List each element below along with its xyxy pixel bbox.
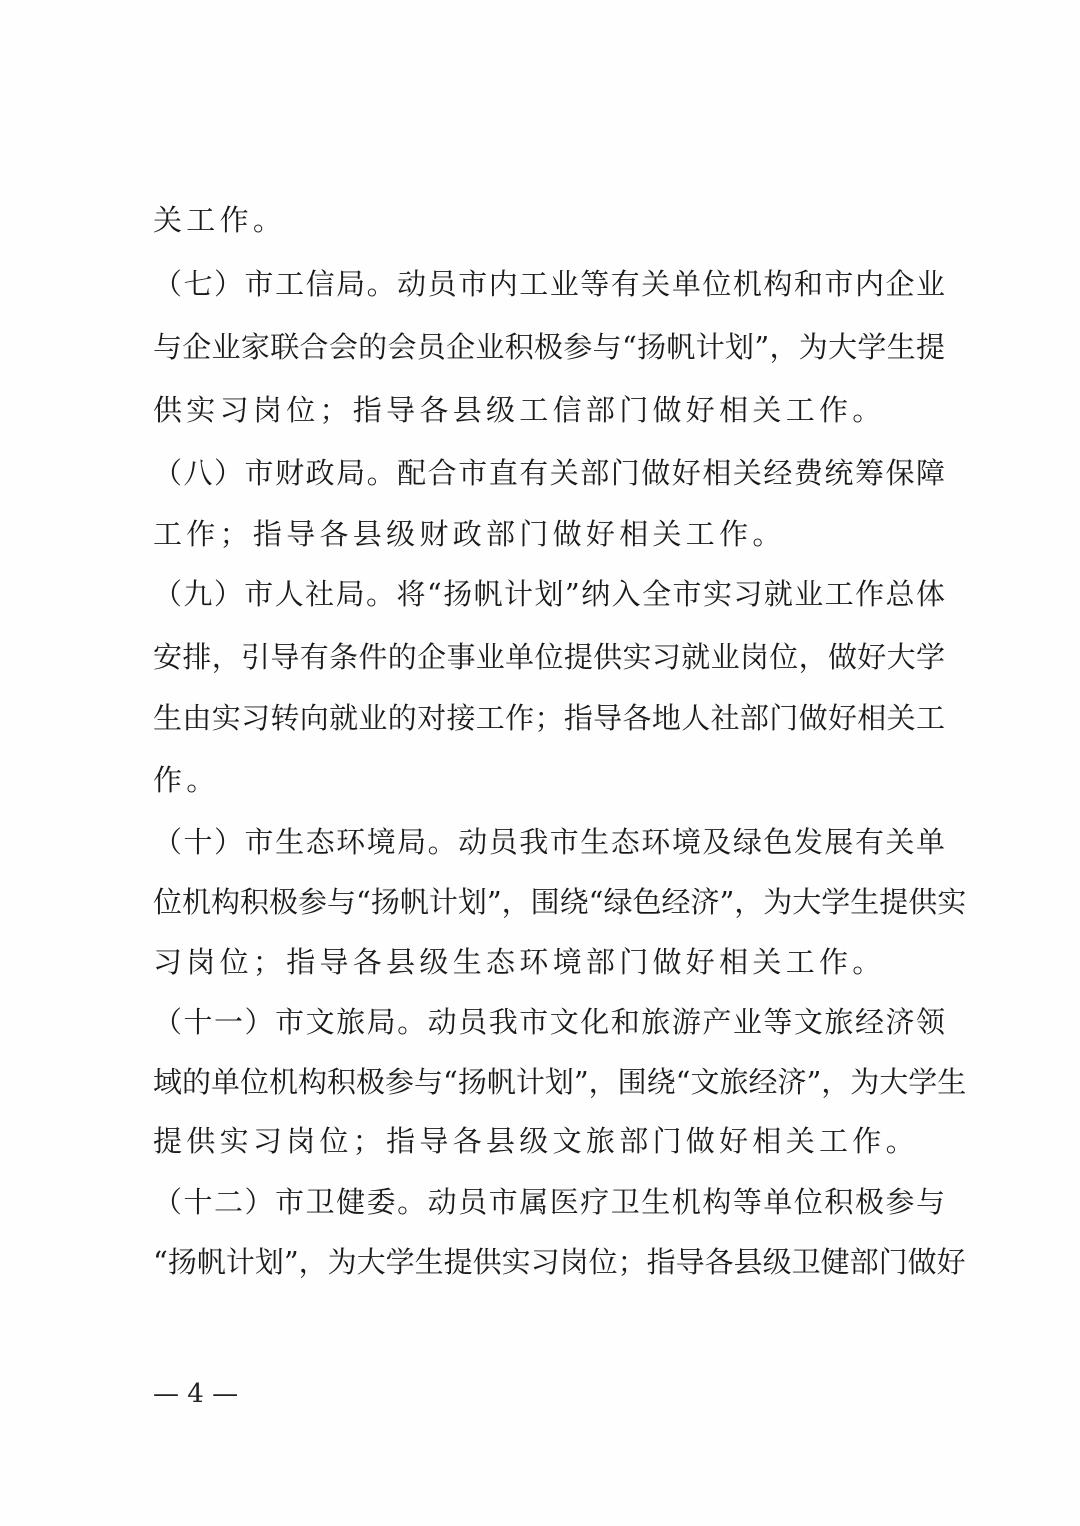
paragraph-line: （八）市财政局。配合市直有关部门做好相关经费统筹保障 (153, 456, 945, 490)
paragraph-line: 与企业家联合会的会员企业积极参与“扬帆计划”，为大学生提 (153, 330, 945, 364)
paragraph-line: （七）市工信局。动员市内工业等有关单位机构和市内企业 (153, 267, 945, 301)
paragraph-line: 安排，引导有条件的企事业单位提供实习就业岗位，做好大学 (153, 640, 945, 674)
paragraph-line: （十二）市卫健委。动员市属医疗卫生机构等单位积极参与 (153, 1185, 945, 1219)
paragraph-line: 位机构积极参与“扬帆计划”，围绕“绿色经济”，为大学生提供实 (153, 885, 967, 919)
paragraph-line: 提供实习岗位；指导各县级文旅部门做好相关工作。 (153, 1124, 919, 1158)
page-number: — 4 — (153, 1379, 239, 1409)
paragraph-line: “扬帆计划”，为大学生提供实习岗位；指导各县级卫健部门做好 (153, 1245, 966, 1279)
paragraph-line: （十）市生态环境局。动员我市生态环境及绿色发展有关单 (153, 825, 945, 859)
paragraph-line: 习岗位；指导各县级生态环境部门做好相关工作。 (153, 945, 886, 979)
paragraph-line: 关工作。 (153, 203, 287, 237)
paragraph-line: 生由实习转向就业的对接工作；指导各地人社部门做好相关工 (153, 701, 945, 735)
paragraph-line: 域的单位机构积极参与“扬帆计划”，围绕“文旅经济”，为大学生 (153, 1065, 967, 1099)
paragraph-line: 供实习岗位；指导各县级工信部门做好相关工作。 (153, 393, 886, 427)
paragraph-line: （十一）市文旅局。动员我市文化和旅游产业等文旅经济领 (153, 1005, 945, 1039)
paragraph-line: 作。 (153, 763, 220, 797)
paragraph-line: 工作；指导各县级财政部门做好相关工作。 (153, 517, 786, 551)
paragraph-line: （九）市人社局。将“扬帆计划”纳入全市实习就业工作总体 (153, 577, 945, 611)
